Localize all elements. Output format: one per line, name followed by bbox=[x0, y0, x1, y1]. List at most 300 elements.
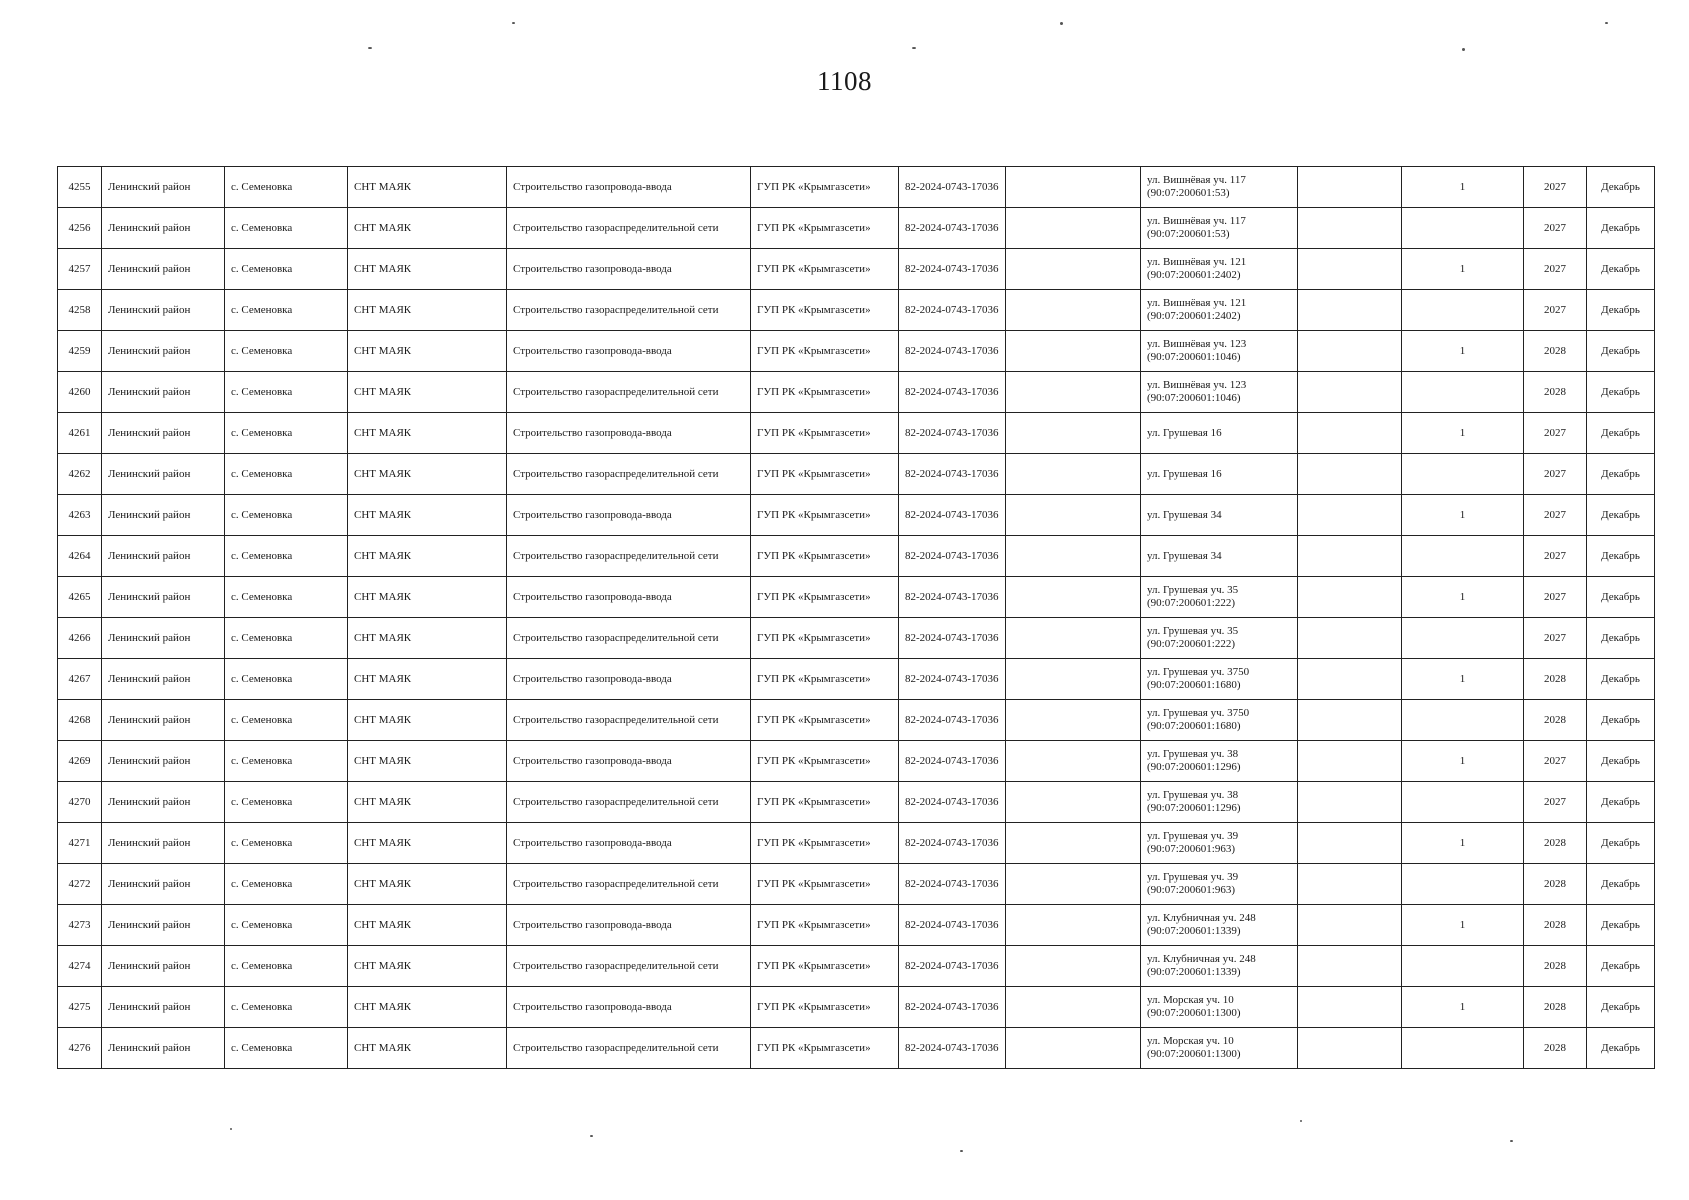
cell-month: Декабрь bbox=[1587, 536, 1655, 577]
scan-speck bbox=[1510, 1140, 1513, 1142]
cell-code: 82-2024-0743-17036 bbox=[899, 905, 1006, 946]
cell-empty bbox=[1298, 208, 1402, 249]
cell-place: СНТ МАЯК bbox=[348, 577, 507, 618]
cell-place: СНТ МАЯК bbox=[348, 167, 507, 208]
cell-month: Декабрь bbox=[1587, 331, 1655, 372]
cell-district: Ленинский район bbox=[102, 372, 225, 413]
cell-empty bbox=[1006, 618, 1141, 659]
cell-address: ул. Грушевая уч. 3750 (90:07:200601:1680) bbox=[1141, 659, 1298, 700]
cell-district: Ленинский район bbox=[102, 208, 225, 249]
cell-settlement: с. Семеновка bbox=[225, 618, 348, 659]
cell-address: ул. Вишнёвая уч. 121 (90:07:200601:2402) bbox=[1141, 290, 1298, 331]
cell-month: Декабрь bbox=[1587, 946, 1655, 987]
cell-organization: ГУП РК «Крымгазсети» bbox=[751, 495, 899, 536]
cell-district: Ленинский район bbox=[102, 946, 225, 987]
cell-code: 82-2024-0743-17036 bbox=[899, 249, 1006, 290]
cell-month: Декабрь bbox=[1587, 864, 1655, 905]
cell-work-type: Строительство газораспределительной сети bbox=[507, 208, 751, 249]
cell-organization: ГУП РК «Крымгазсети» bbox=[751, 372, 899, 413]
cell-organization: ГУП РК «Крымгазсети» bbox=[751, 946, 899, 987]
cell-organization: ГУП РК «Крымгазсети» bbox=[751, 905, 899, 946]
table-row bbox=[58, 618, 1655, 659]
cell-work-type: Строительство газораспределительной сети bbox=[507, 290, 751, 331]
cell-address: ул. Вишнёвая уч. 123 (90:07:200601:1046) bbox=[1141, 331, 1298, 372]
cell-row-number: 4267 bbox=[58, 659, 102, 700]
cell-month: Декабрь bbox=[1587, 618, 1655, 659]
table-row bbox=[58, 700, 1655, 741]
cell-settlement: с. Семеновка bbox=[225, 864, 348, 905]
cell-district: Ленинский район bbox=[102, 1028, 225, 1069]
cell-row-number: 4269 bbox=[58, 741, 102, 782]
cell-work-type: Строительство газопровода-ввода bbox=[507, 331, 751, 372]
cell-address: ул. Вишнёвая уч. 117 (90:07:200601:53) bbox=[1141, 208, 1298, 249]
cell-count: 1 bbox=[1402, 413, 1524, 454]
cell-empty bbox=[1298, 290, 1402, 331]
cell-work-type: Строительство газораспределительной сети bbox=[507, 1028, 751, 1069]
table-row bbox=[58, 290, 1655, 331]
cell-empty bbox=[1006, 700, 1141, 741]
cell-place: СНТ МАЯК bbox=[348, 700, 507, 741]
cell-month: Декабрь bbox=[1587, 1028, 1655, 1069]
cell-year: 2028 bbox=[1524, 372, 1587, 413]
cell-year: 2027 bbox=[1524, 741, 1587, 782]
cell-work-type: Строительство газопровода-ввода bbox=[507, 823, 751, 864]
cell-district: Ленинский район bbox=[102, 618, 225, 659]
cell-code: 82-2024-0743-17036 bbox=[899, 372, 1006, 413]
table-row bbox=[58, 1028, 1655, 1069]
cell-row-number: 4257 bbox=[58, 249, 102, 290]
cell-settlement: с. Семеновка bbox=[225, 577, 348, 618]
cell-count: 1 bbox=[1402, 495, 1524, 536]
table-row bbox=[58, 167, 1655, 208]
table-row bbox=[58, 495, 1655, 536]
cell-empty bbox=[1006, 167, 1141, 208]
cell-year: 2027 bbox=[1524, 782, 1587, 823]
cell-work-type: Строительство газопровода-ввода bbox=[507, 413, 751, 454]
cell-empty bbox=[1298, 249, 1402, 290]
cell-address: ул. Грушевая 16 bbox=[1141, 413, 1298, 454]
cell-year: 2028 bbox=[1524, 987, 1587, 1028]
cell-year: 2027 bbox=[1524, 290, 1587, 331]
table-row bbox=[58, 782, 1655, 823]
cell-code: 82-2024-0743-17036 bbox=[899, 946, 1006, 987]
cell-year: 2027 bbox=[1524, 208, 1587, 249]
cell-code: 82-2024-0743-17036 bbox=[899, 208, 1006, 249]
cell-code: 82-2024-0743-17036 bbox=[899, 454, 1006, 495]
cell-place: СНТ МАЯК bbox=[348, 372, 507, 413]
cell-count bbox=[1402, 290, 1524, 331]
page-number: 1108 bbox=[817, 66, 872, 96]
cell-code: 82-2024-0743-17036 bbox=[899, 331, 1006, 372]
cell-row-number: 4261 bbox=[58, 413, 102, 454]
cell-empty bbox=[1298, 823, 1402, 864]
cell-row-number: 4268 bbox=[58, 700, 102, 741]
cell-empty bbox=[1006, 782, 1141, 823]
cell-district: Ленинский район bbox=[102, 823, 225, 864]
cell-settlement: с. Семеновка bbox=[225, 495, 348, 536]
cell-year: 2027 bbox=[1524, 618, 1587, 659]
cell-address: ул. Грушевая уч. 35 (90:07:200601:222) bbox=[1141, 577, 1298, 618]
cell-organization: ГУП РК «Крымгазсети» bbox=[751, 536, 899, 577]
cell-row-number: 4275 bbox=[58, 987, 102, 1028]
cell-address: ул. Грушевая уч. 39 (90:07:200601:963) bbox=[1141, 823, 1298, 864]
cell-empty bbox=[1006, 577, 1141, 618]
cell-settlement: с. Семеновка bbox=[225, 454, 348, 495]
cell-month: Декабрь bbox=[1587, 823, 1655, 864]
cell-organization: ГУП РК «Крымгазсети» bbox=[751, 249, 899, 290]
table-row bbox=[58, 987, 1655, 1028]
cell-address: ул. Грушевая 34 bbox=[1141, 536, 1298, 577]
cell-row-number: 4263 bbox=[58, 495, 102, 536]
cell-count: 1 bbox=[1402, 741, 1524, 782]
cell-row-number: 4262 bbox=[58, 454, 102, 495]
cell-month: Декабрь bbox=[1587, 741, 1655, 782]
cell-district: Ленинский район bbox=[102, 741, 225, 782]
table-row bbox=[58, 331, 1655, 372]
cell-place: СНТ МАЯК bbox=[348, 987, 507, 1028]
cell-month: Декабрь bbox=[1587, 905, 1655, 946]
cell-count: 1 bbox=[1402, 331, 1524, 372]
cell-row-number: 4264 bbox=[58, 536, 102, 577]
cell-address: ул. Вишнёвая уч. 123 (90:07:200601:1046) bbox=[1141, 372, 1298, 413]
cell-row-number: 4270 bbox=[58, 782, 102, 823]
cell-count: 1 bbox=[1402, 987, 1524, 1028]
cell-organization: ГУП РК «Крымгазсети» bbox=[751, 577, 899, 618]
cell-empty bbox=[1298, 741, 1402, 782]
cell-empty bbox=[1006, 290, 1141, 331]
cell-address: ул. Вишнёвая уч. 117 (90:07:200601:53) bbox=[1141, 167, 1298, 208]
table-row bbox=[58, 249, 1655, 290]
scan-speck bbox=[1605, 22, 1608, 24]
cell-year: 2027 bbox=[1524, 454, 1587, 495]
cell-work-type: Строительство газопровода-ввода bbox=[507, 905, 751, 946]
cell-year: 2028 bbox=[1524, 1028, 1587, 1069]
cell-settlement: с. Семеновка bbox=[225, 905, 348, 946]
cell-organization: ГУП РК «Крымгазсети» bbox=[751, 864, 899, 905]
cell-empty bbox=[1006, 905, 1141, 946]
table-row bbox=[58, 454, 1655, 495]
cell-row-number: 4266 bbox=[58, 618, 102, 659]
cell-address: ул. Грушевая 34 bbox=[1141, 495, 1298, 536]
cell-year: 2027 bbox=[1524, 167, 1587, 208]
cell-district: Ленинский район bbox=[102, 659, 225, 700]
table-row bbox=[58, 577, 1655, 618]
scan-speck bbox=[368, 47, 372, 49]
cell-work-type: Строительство газораспределительной сети bbox=[507, 782, 751, 823]
table-row bbox=[58, 823, 1655, 864]
cell-month: Декабрь bbox=[1587, 249, 1655, 290]
cell-code: 82-2024-0743-17036 bbox=[899, 577, 1006, 618]
cell-district: Ленинский район bbox=[102, 577, 225, 618]
cell-empty bbox=[1006, 249, 1141, 290]
cell-empty bbox=[1298, 454, 1402, 495]
cell-month: Декабрь bbox=[1587, 290, 1655, 331]
scan-speck bbox=[1462, 48, 1465, 51]
cell-settlement: с. Семеновка bbox=[225, 700, 348, 741]
cell-month: Декабрь bbox=[1587, 987, 1655, 1028]
cell-empty bbox=[1298, 864, 1402, 905]
cell-organization: ГУП РК «Крымгазсети» bbox=[751, 208, 899, 249]
cell-work-type: Строительство газопровода-ввода bbox=[507, 249, 751, 290]
cell-district: Ленинский район bbox=[102, 249, 225, 290]
cell-count bbox=[1402, 454, 1524, 495]
cell-address: ул. Грушевая уч. 35 (90:07:200601:222) bbox=[1141, 618, 1298, 659]
cell-code: 82-2024-0743-17036 bbox=[899, 987, 1006, 1028]
cell-empty bbox=[1298, 1028, 1402, 1069]
cell-place: СНТ МАЯК bbox=[348, 864, 507, 905]
cell-count bbox=[1402, 372, 1524, 413]
cell-year: 2028 bbox=[1524, 331, 1587, 372]
cell-count bbox=[1402, 700, 1524, 741]
cell-empty bbox=[1006, 372, 1141, 413]
cell-month: Декабрь bbox=[1587, 495, 1655, 536]
cell-place: СНТ МАЯК bbox=[348, 782, 507, 823]
registry-table bbox=[57, 166, 1655, 1069]
cell-month: Декабрь bbox=[1587, 782, 1655, 823]
cell-settlement: с. Семеновка bbox=[225, 372, 348, 413]
cell-place: СНТ МАЯК bbox=[348, 495, 507, 536]
cell-empty bbox=[1006, 331, 1141, 372]
cell-count: 1 bbox=[1402, 577, 1524, 618]
scan-speck bbox=[912, 47, 916, 49]
cell-work-type: Строительство газопровода-ввода bbox=[507, 741, 751, 782]
cell-code: 82-2024-0743-17036 bbox=[899, 864, 1006, 905]
cell-empty bbox=[1298, 167, 1402, 208]
table-row bbox=[58, 905, 1655, 946]
cell-work-type: Строительство газораспределительной сети bbox=[507, 864, 751, 905]
cell-place: СНТ МАЯК bbox=[348, 946, 507, 987]
cell-count bbox=[1402, 946, 1524, 987]
cell-code: 82-2024-0743-17036 bbox=[899, 823, 1006, 864]
table-row bbox=[58, 372, 1655, 413]
cell-organization: ГУП РК «Крымгазсети» bbox=[751, 331, 899, 372]
cell-address: ул. Морская уч. 10 (90:07:200601:1300) bbox=[1141, 987, 1298, 1028]
cell-year: 2027 bbox=[1524, 249, 1587, 290]
cell-work-type: Строительство газораспределительной сети bbox=[507, 618, 751, 659]
cell-work-type: Строительство газораспределительной сети bbox=[507, 946, 751, 987]
cell-empty bbox=[1006, 946, 1141, 987]
cell-code: 82-2024-0743-17036 bbox=[899, 659, 1006, 700]
cell-empty bbox=[1298, 495, 1402, 536]
cell-empty bbox=[1006, 987, 1141, 1028]
cell-count bbox=[1402, 536, 1524, 577]
cell-code: 82-2024-0743-17036 bbox=[899, 618, 1006, 659]
cell-settlement: с. Семеновка bbox=[225, 659, 348, 700]
cell-settlement: с. Семеновка bbox=[225, 782, 348, 823]
cell-place: СНТ МАЯК bbox=[348, 618, 507, 659]
cell-row-number: 4255 bbox=[58, 167, 102, 208]
cell-district: Ленинский район bbox=[102, 536, 225, 577]
cell-empty bbox=[1298, 413, 1402, 454]
cell-row-number: 4265 bbox=[58, 577, 102, 618]
cell-address: ул. Грушевая уч. 3750 (90:07:200601:1680) bbox=[1141, 700, 1298, 741]
cell-empty bbox=[1006, 864, 1141, 905]
table-row bbox=[58, 413, 1655, 454]
cell-month: Декабрь bbox=[1587, 659, 1655, 700]
cell-empty bbox=[1298, 659, 1402, 700]
cell-empty bbox=[1006, 208, 1141, 249]
cell-settlement: с. Семеновка bbox=[225, 1028, 348, 1069]
cell-year: 2028 bbox=[1524, 946, 1587, 987]
cell-place: СНТ МАЯК bbox=[348, 905, 507, 946]
table-row bbox=[58, 536, 1655, 577]
cell-count: 1 bbox=[1402, 167, 1524, 208]
cell-count bbox=[1402, 782, 1524, 823]
cell-empty bbox=[1298, 700, 1402, 741]
cell-organization: ГУП РК «Крымгазсети» bbox=[751, 290, 899, 331]
cell-empty bbox=[1006, 536, 1141, 577]
cell-address: ул. Грушевая 16 bbox=[1141, 454, 1298, 495]
cell-address: ул. Клубничная уч. 248 (90:07:200601:1339) bbox=[1141, 946, 1298, 987]
cell-place: СНТ МАЯК bbox=[348, 249, 507, 290]
cell-place: СНТ МАЯК bbox=[348, 331, 507, 372]
cell-empty bbox=[1006, 659, 1141, 700]
cell-settlement: с. Семеновка bbox=[225, 413, 348, 454]
cell-row-number: 4258 bbox=[58, 290, 102, 331]
cell-row-number: 4272 bbox=[58, 864, 102, 905]
cell-place: СНТ МАЯК bbox=[348, 741, 507, 782]
cell-work-type: Строительство газопровода-ввода bbox=[507, 577, 751, 618]
cell-organization: ГУП РК «Крымгазсети» bbox=[751, 618, 899, 659]
cell-empty bbox=[1006, 1028, 1141, 1069]
cell-organization: ГУП РК «Крымгазсети» bbox=[751, 167, 899, 208]
cell-count bbox=[1402, 864, 1524, 905]
cell-month: Декабрь bbox=[1587, 700, 1655, 741]
cell-count: 1 bbox=[1402, 905, 1524, 946]
table-row bbox=[58, 946, 1655, 987]
cell-year: 2028 bbox=[1524, 905, 1587, 946]
cell-address: ул. Грушевая уч. 38 (90:07:200601:1296) bbox=[1141, 741, 1298, 782]
cell-count bbox=[1402, 618, 1524, 659]
cell-empty bbox=[1298, 782, 1402, 823]
cell-address: ул. Грушевая уч. 39 (90:07:200601:963) bbox=[1141, 864, 1298, 905]
cell-organization: ГУП РК «Крымгазсети» bbox=[751, 741, 899, 782]
cell-code: 82-2024-0743-17036 bbox=[899, 290, 1006, 331]
cell-count: 1 bbox=[1402, 249, 1524, 290]
scan-speck bbox=[1300, 1120, 1302, 1122]
scan-speck bbox=[960, 1150, 963, 1152]
cell-row-number: 4274 bbox=[58, 946, 102, 987]
cell-empty bbox=[1298, 946, 1402, 987]
scan-speck bbox=[590, 1135, 593, 1137]
cell-settlement: с. Семеновка bbox=[225, 167, 348, 208]
cell-settlement: с. Семеновка bbox=[225, 741, 348, 782]
cell-work-type: Строительство газораспределительной сети bbox=[507, 700, 751, 741]
cell-address: ул. Клубничная уч. 248 (90:07:200601:1339) bbox=[1141, 905, 1298, 946]
cell-organization: ГУП РК «Крымгазсети» bbox=[751, 782, 899, 823]
cell-address: ул. Вишнёвая уч. 121 (90:07:200601:2402) bbox=[1141, 249, 1298, 290]
cell-district: Ленинский район bbox=[102, 987, 225, 1028]
cell-settlement: с. Семеновка bbox=[225, 946, 348, 987]
table-row bbox=[58, 659, 1655, 700]
cell-place: СНТ МАЯК bbox=[348, 454, 507, 495]
cell-year: 2027 bbox=[1524, 495, 1587, 536]
cell-empty bbox=[1298, 536, 1402, 577]
cell-settlement: с. Семеновка bbox=[225, 331, 348, 372]
cell-settlement: с. Семеновка bbox=[225, 290, 348, 331]
cell-code: 82-2024-0743-17036 bbox=[899, 495, 1006, 536]
cell-work-type: Строительство газораспределительной сети bbox=[507, 454, 751, 495]
scan-speck bbox=[230, 1128, 232, 1130]
table-body bbox=[58, 167, 1655, 1069]
cell-year: 2028 bbox=[1524, 823, 1587, 864]
cell-organization: ГУП РК «Крымгазсети» bbox=[751, 700, 899, 741]
cell-district: Ленинский район bbox=[102, 864, 225, 905]
cell-code: 82-2024-0743-17036 bbox=[899, 782, 1006, 823]
cell-month: Декабрь bbox=[1587, 372, 1655, 413]
cell-year: 2027 bbox=[1524, 413, 1587, 454]
cell-work-type: Строительство газопровода-ввода bbox=[507, 167, 751, 208]
cell-row-number: 4271 bbox=[58, 823, 102, 864]
cell-address: ул. Грушевая уч. 38 (90:07:200601:1296) bbox=[1141, 782, 1298, 823]
cell-district: Ленинский район bbox=[102, 331, 225, 372]
cell-empty bbox=[1298, 372, 1402, 413]
cell-district: Ленинский район bbox=[102, 167, 225, 208]
cell-district: Ленинский район bbox=[102, 495, 225, 536]
cell-place: СНТ МАЯК bbox=[348, 536, 507, 577]
cell-code: 82-2024-0743-17036 bbox=[899, 536, 1006, 577]
cell-work-type: Строительство газораспределительной сети bbox=[507, 372, 751, 413]
cell-row-number: 4273 bbox=[58, 905, 102, 946]
cell-settlement: с. Семеновка bbox=[225, 249, 348, 290]
cell-work-type: Строительство газопровода-ввода bbox=[507, 495, 751, 536]
cell-place: СНТ МАЯК bbox=[348, 413, 507, 454]
cell-row-number: 4276 bbox=[58, 1028, 102, 1069]
cell-empty bbox=[1298, 331, 1402, 372]
cell-organization: ГУП РК «Крымгазсети» bbox=[751, 659, 899, 700]
cell-settlement: с. Семеновка bbox=[225, 208, 348, 249]
cell-code: 82-2024-0743-17036 bbox=[899, 741, 1006, 782]
cell-empty bbox=[1006, 823, 1141, 864]
table-row bbox=[58, 741, 1655, 782]
cell-organization: ГУП РК «Крымгазсети» bbox=[751, 987, 899, 1028]
cell-count: 1 bbox=[1402, 659, 1524, 700]
cell-row-number: 4259 bbox=[58, 331, 102, 372]
cell-month: Декабрь bbox=[1587, 167, 1655, 208]
cell-place: СНТ МАЯК bbox=[348, 208, 507, 249]
cell-district: Ленинский район bbox=[102, 782, 225, 823]
cell-place: СНТ МАЯК bbox=[348, 1028, 507, 1069]
cell-count bbox=[1402, 208, 1524, 249]
cell-month: Декабрь bbox=[1587, 208, 1655, 249]
cell-month: Декабрь bbox=[1587, 454, 1655, 495]
scan-speck bbox=[512, 22, 515, 24]
cell-empty bbox=[1006, 741, 1141, 782]
cell-count: 1 bbox=[1402, 823, 1524, 864]
cell-work-type: Строительство газопровода-ввода bbox=[507, 987, 751, 1028]
table-row bbox=[58, 208, 1655, 249]
cell-year: 2028 bbox=[1524, 864, 1587, 905]
cell-empty bbox=[1298, 987, 1402, 1028]
cell-year: 2027 bbox=[1524, 577, 1587, 618]
cell-settlement: с. Семеновка bbox=[225, 987, 348, 1028]
cell-year: 2028 bbox=[1524, 700, 1587, 741]
cell-place: СНТ МАЯК bbox=[348, 659, 507, 700]
cell-count bbox=[1402, 1028, 1524, 1069]
cell-district: Ленинский район bbox=[102, 290, 225, 331]
cell-settlement: с. Семеновка bbox=[225, 823, 348, 864]
cell-district: Ленинский район bbox=[102, 700, 225, 741]
cell-organization: ГУП РК «Крымгазсети» bbox=[751, 454, 899, 495]
cell-year: 2028 bbox=[1524, 659, 1587, 700]
cell-work-type: Строительство газораспределительной сети bbox=[507, 536, 751, 577]
cell-place: СНТ МАЯК bbox=[348, 290, 507, 331]
cell-year: 2027 bbox=[1524, 536, 1587, 577]
table-row bbox=[58, 864, 1655, 905]
cell-district: Ленинский район bbox=[102, 454, 225, 495]
cell-month: Декабрь bbox=[1587, 577, 1655, 618]
cell-address: ул. Морская уч. 10 (90:07:200601:1300) bbox=[1141, 1028, 1298, 1069]
